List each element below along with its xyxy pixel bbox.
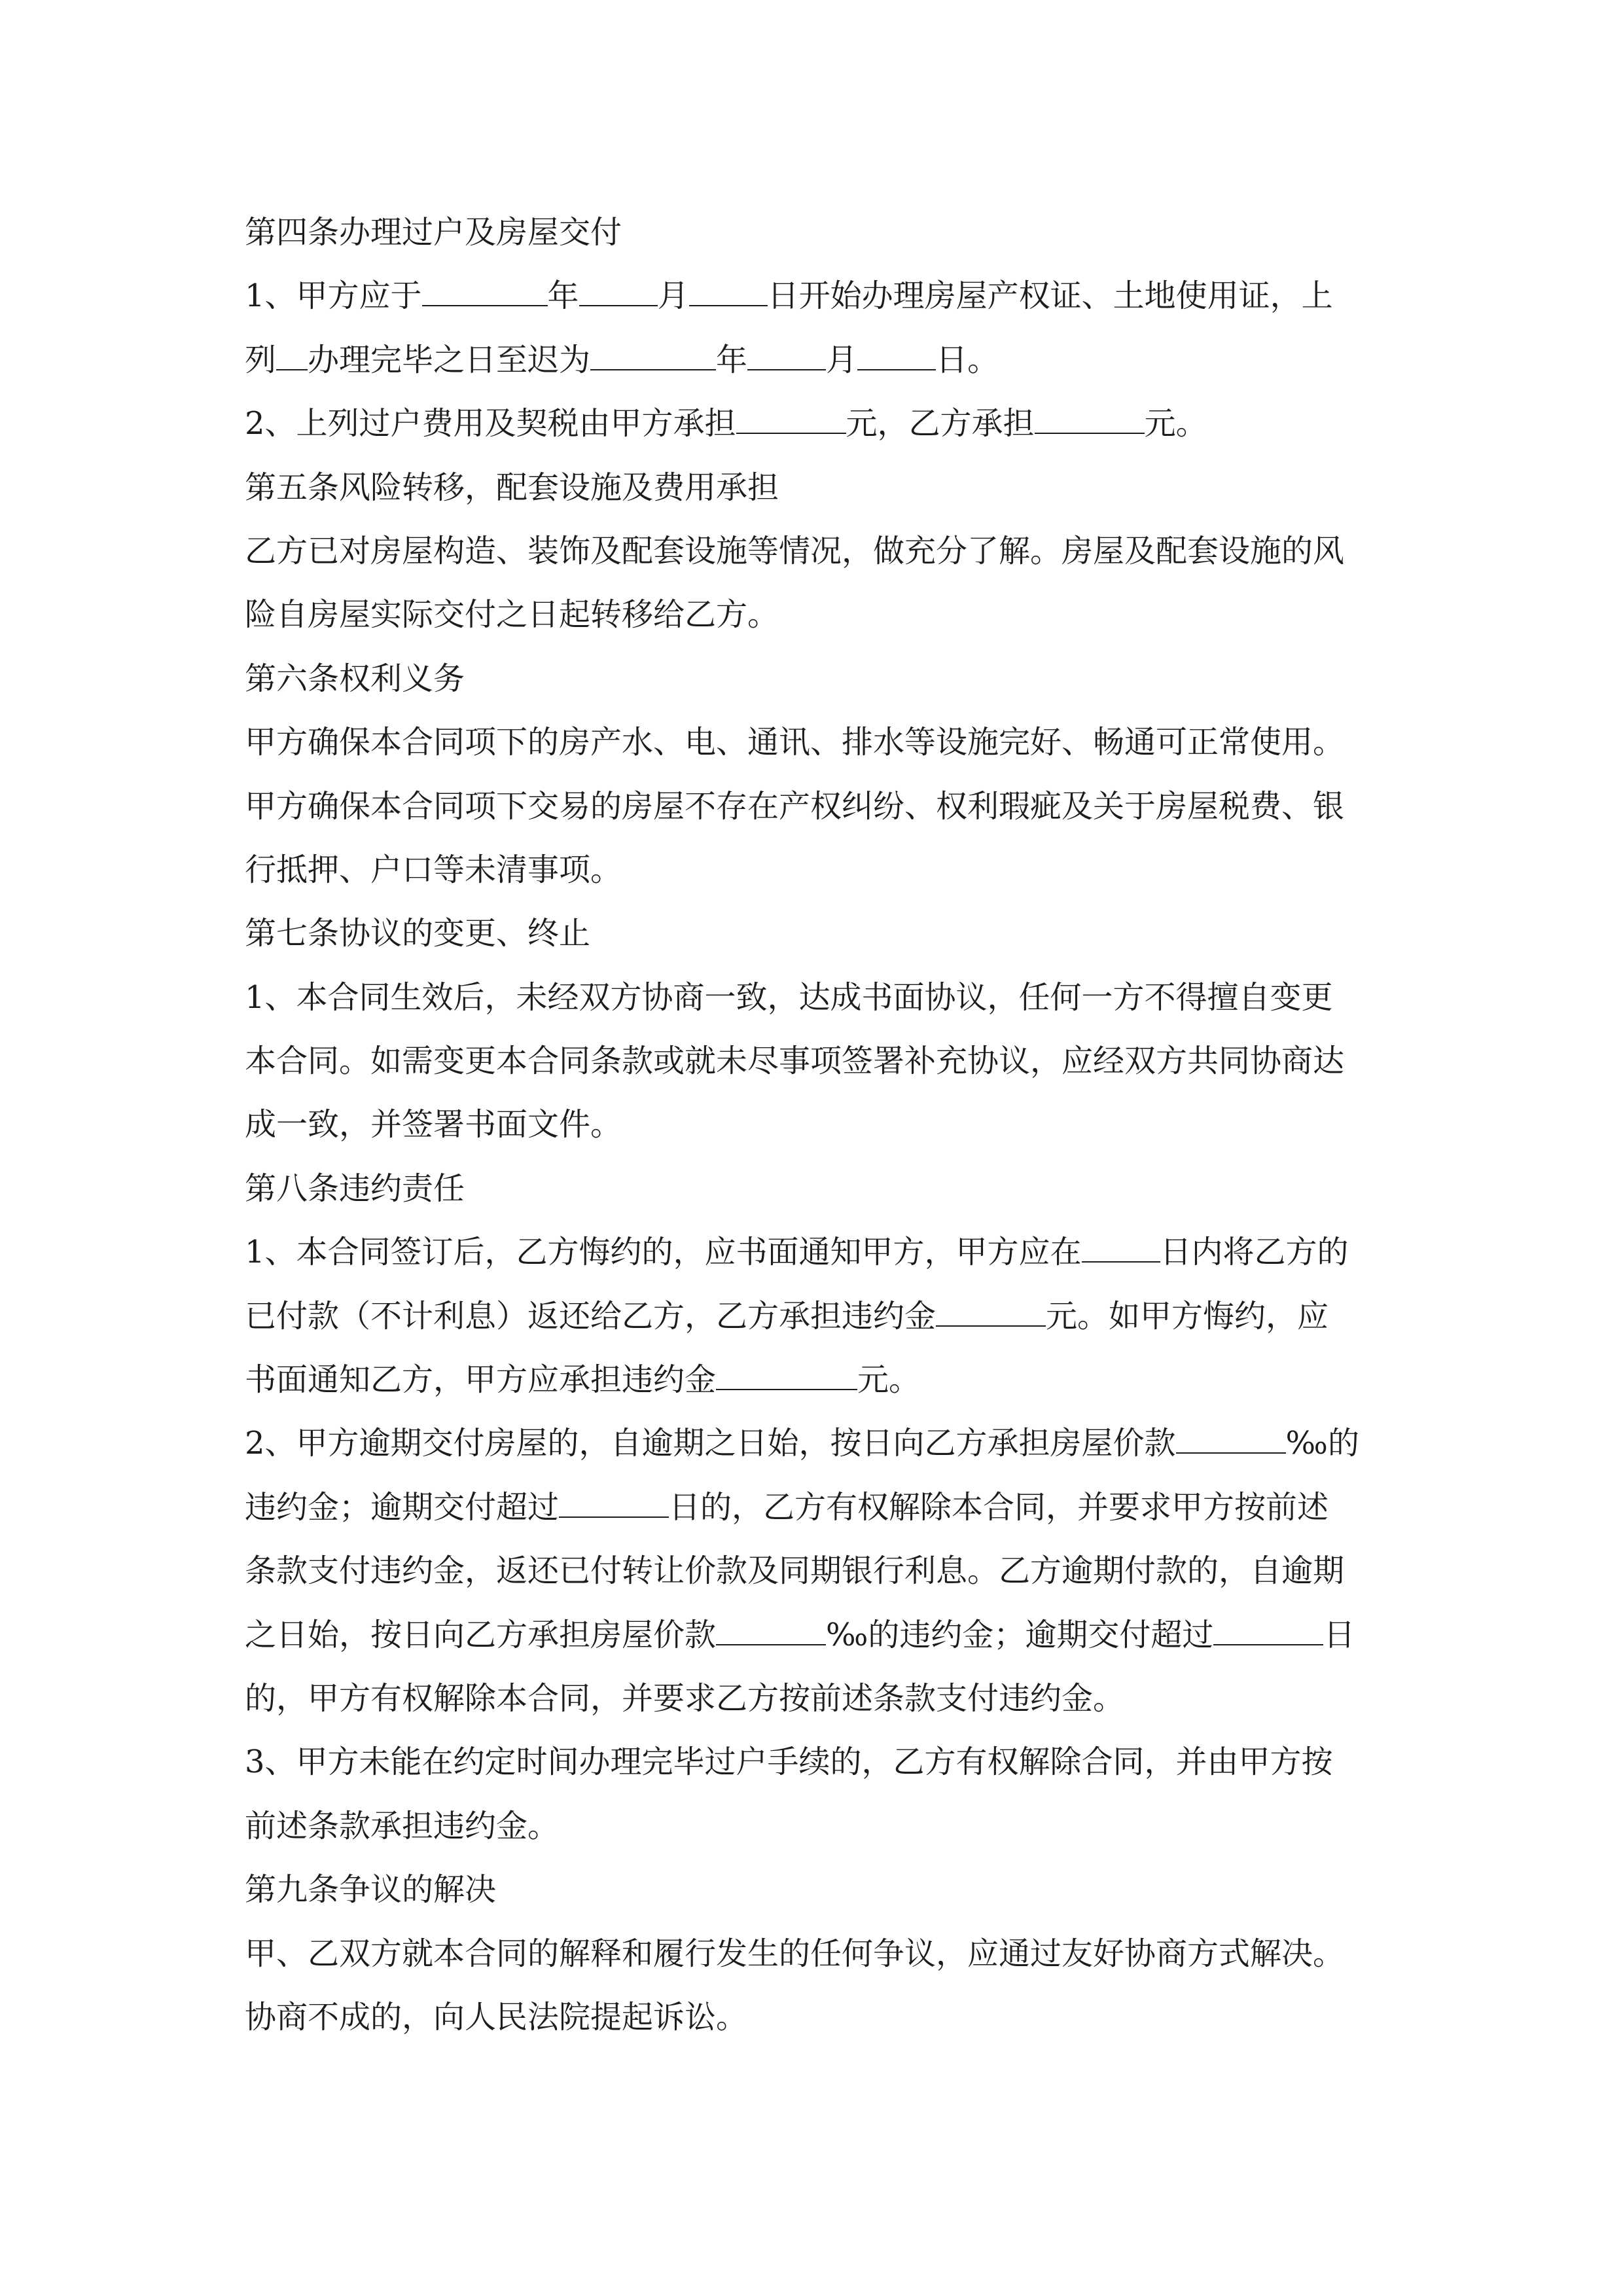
article-8-clause-1-line-1 <box>245 1221 1397 1284</box>
text-segment: 年 <box>547 278 579 315</box>
fill-blank <box>716 1610 826 1645</box>
fill-blank <box>1035 399 1145 434</box>
text-segment: 办理完毕之日至迟为 <box>308 341 591 378</box>
fill-blank <box>736 399 846 434</box>
article-7-title: 第七条协议的变更、终止 <box>245 915 591 952</box>
fill-blank <box>689 271 768 306</box>
fill-blank <box>276 335 308 370</box>
text-segment: ‰的 <box>1285 1425 1359 1462</box>
text-segment: 元。如甲方悔约，应 <box>1046 1297 1329 1335</box>
article-8-clause-2-line-4 <box>245 1604 1397 1667</box>
article-7-line-2: 本合同。如需变更本合同条款或就未尽事项签署补充协议，应经双方共同协商达 <box>245 1043 1345 1080</box>
text-segment: 1、本合同签订后，乙方悔约的，应书面通知甲方，甲方应在 <box>245 1234 1082 1271</box>
article-4-clause-2 <box>245 392 1397 456</box>
text-segment: 日开始办理房屋产权证、土地使用证，上 <box>767 278 1333 315</box>
article-6-line-3: 行抵押、户口等未清事项。 <box>245 851 622 888</box>
text-segment: 之日始，按日向乙方承担房屋价款 <box>245 1616 717 1653</box>
article-4-clause-1-line-1 <box>245 264 1397 328</box>
article-8-clause-3-line-2: 前述条款承担违约金。 <box>245 1807 560 1844</box>
fill-blank <box>590 335 716 370</box>
fill-blank <box>1082 1227 1160 1263</box>
article-5-title: 第五条风险转移，配套设施及费用承担 <box>245 469 779 506</box>
article-8-clause-3-line-1: 3、甲方未能在约定时间办理完毕过户手续的，乙方有权解除合同，并由甲方按 <box>245 1744 1333 1781</box>
fill-blank <box>936 1291 1046 1327</box>
text-segment: ‰的违约金；逾期交付超过 <box>826 1616 1214 1653</box>
text-segment: 日内将乙方的 <box>1160 1234 1349 1271</box>
article-6-line-1: 甲方确保本合同项下的房产水、电、通讯、排水等设施完好、畅通可正常使用。 <box>245 724 1345 761</box>
article-9-line-2: 协商不成的，向人民法院提起诉讼。 <box>245 1998 748 2036</box>
fill-blank <box>579 271 658 306</box>
fill-blank <box>559 1482 669 1518</box>
article-8-clause-1-line-3 <box>245 1348 1397 1412</box>
fill-blank <box>747 335 826 370</box>
document-body <box>245 201 1397 2049</box>
article-8-clause-2-line-5: 的，甲方有权解除本合同，并要求乙方按前述条款支付违约金。 <box>245 1679 1125 1717</box>
article-4-clause-1-line-2 <box>245 329 1397 392</box>
article-9-line-1: 甲、乙双方就本合同的解释和履行发生的任何争议，应通过友好协商方式解决。 <box>245 1935 1345 1972</box>
article-5-line-2: 险自房屋实际交付之日起转移给乙方。 <box>245 596 779 634</box>
fill-blank <box>716 1355 857 1390</box>
text-segment: 日 <box>1323 1616 1355 1653</box>
text-segment: 日的，乙方有权解除本合同，并要求甲方按前述 <box>669 1488 1329 1526</box>
article-8-clause-2-line-2 <box>245 1476 1397 1539</box>
text-segment: 2、甲方逾期交付房屋的，自逾期之日始，按日向乙方承担房屋价款 <box>245 1425 1176 1462</box>
text-segment: 1、甲方应于 <box>245 278 422 315</box>
article-5-line-1: 乙方已对房屋构造、装饰及配套设施等情况，做充分了解。房屋及配套设施的风 <box>245 532 1345 569</box>
article-4-title: 第四条办理过户及房屋交付 <box>245 214 622 251</box>
text-segment: 元。 <box>857 1361 921 1399</box>
article-7-line-3: 成一致，并签署书面文件。 <box>245 1106 622 1143</box>
article-8-title: 第八条违约责任 <box>245 1170 465 1207</box>
article-8-clause-1-line-2 <box>245 1285 1397 1348</box>
article-9-title: 第九条争议的解决 <box>245 1871 497 1909</box>
article-8-clause-2-line-3: 条款支付违约金，返还已付转让价款及同期银行利息。乙方逾期付款的，自逾期 <box>245 1552 1345 1590</box>
article-6-title: 第六条权利义务 <box>245 660 465 697</box>
text-segment: 书面通知乙方，甲方应承担违约金 <box>245 1361 717 1399</box>
text-segment: 元，乙方承担 <box>846 405 1035 442</box>
fill-blank <box>857 335 936 370</box>
fill-blank <box>422 271 548 306</box>
text-segment: 月 <box>657 278 689 315</box>
fill-blank <box>1213 1610 1323 1645</box>
article-7-line-1: 1、本合同生效后，未经双方协商一致，达成书面协议，任何一方不得擅自变更 <box>245 978 1333 1016</box>
text-segment: 2、上列过户费用及契税由甲方承担 <box>245 405 736 442</box>
article-6-line-2: 甲方确保本合同项下交易的房屋不存在产权纠纷、权利瑕疵及关于房屋税费、银 <box>245 787 1345 825</box>
article-8-clause-2-line-1 <box>245 1412 1397 1475</box>
text-segment: 违约金；逾期交付超过 <box>245 1488 560 1526</box>
text-segment: 年 <box>716 341 748 378</box>
text-segment: 已付款（不计利息）返还给乙方，乙方承担违约金 <box>245 1297 936 1335</box>
text-segment: 元。 <box>1144 405 1207 442</box>
text-segment: 月 <box>826 341 858 378</box>
fill-blank <box>1176 1418 1286 1454</box>
text-segment: 列 <box>245 341 277 378</box>
text-segment: 日。 <box>936 341 999 378</box>
